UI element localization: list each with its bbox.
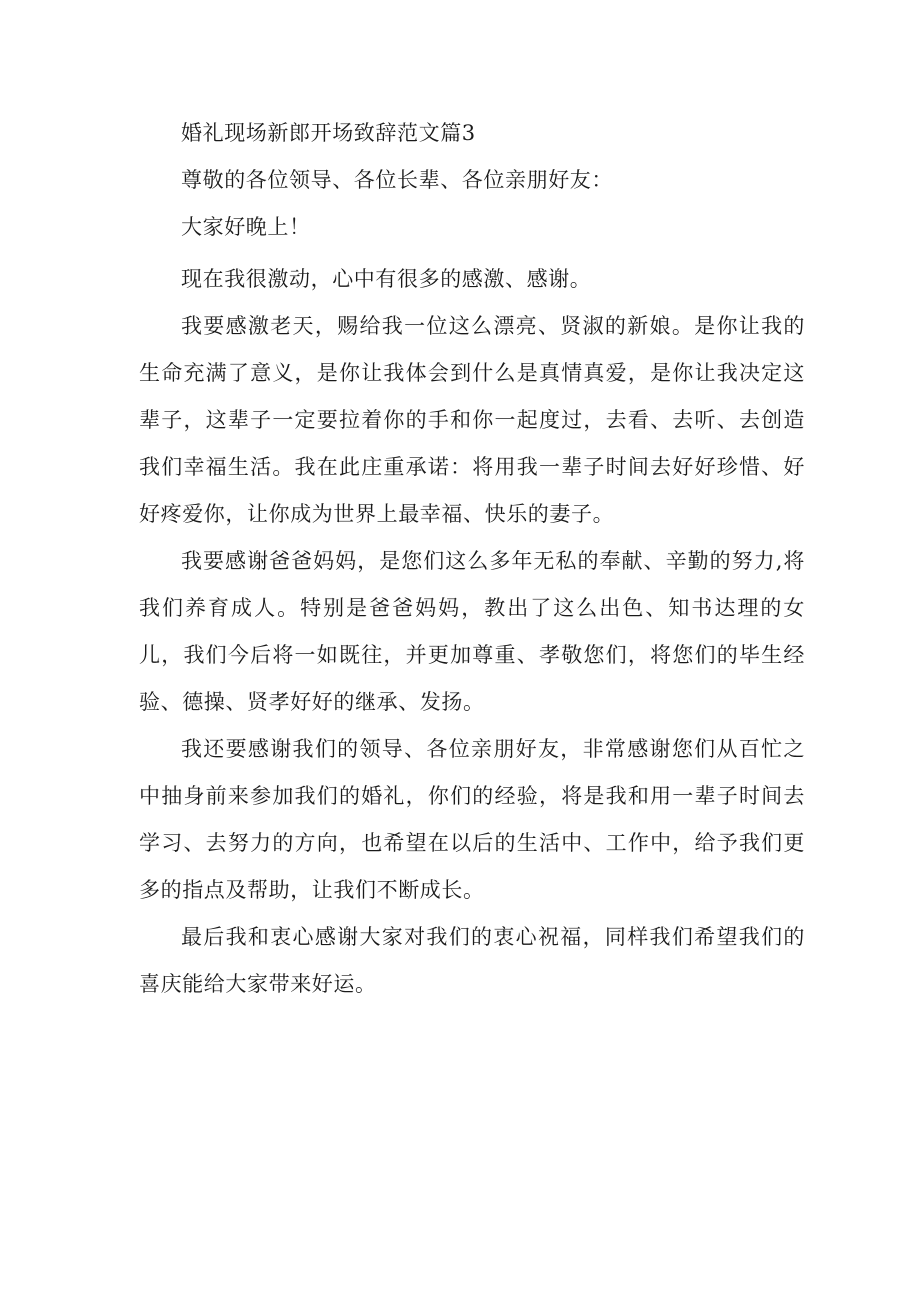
paragraph-3: 我要感谢爸爸妈妈，是您们这么多年无私的奉献、辛勤的努力,将我们养育成人。特别是爸爸妈妈，教出了这么出色、知书达理的女儿，我们今后将一如既往，并更加尊重、孝敬您们，将您们的毕生经验、德操、贤孝好好的继承、发扬。 — [139, 549, 805, 714]
document-title: 婚礼现场新郎开场致辞范文篇3 — [181, 121, 476, 145]
paragraph-4: 我还要感谢我们的领导、各位亲朋好友，非常感谢您们从百忙之中抽身前来参加我们的婚礼，你们的经验，将是我和用一辈子时间去学习、去努力的方向，也希望在以后的生活中、工作中，给予我们更多的指点及帮助，让我们不断成长。 — [139, 737, 805, 902]
greeting: 大家好晚上！ — [181, 215, 311, 239]
paragraph-5: 最后我和衷心感谢大家对我们的衷心祝福，同样我们希望我们的喜庆能给大家带来好运。 — [139, 925, 805, 996]
paragraph-2: 我要感激老天，赐给我一位这么漂亮、贤淑的新娘。是你让我的生命充满了意义，是你让我体会到什么是真情真爱，是你让我决定这辈子，这辈子一定要拉着你的手和你一起度过，去看、去听、去创造我们幸福生活。我在此庄重承诺：将用我一辈子时间去好好珍惜、好好疼爱你，让你成为世界上最幸福、快乐的妻子。 — [139, 314, 805, 526]
salutation: 尊敬的各位领导、各位长辈、各位亲朋好友： — [181, 168, 613, 192]
document-body — [139, 115, 805, 1008]
paragraph-1: 现在我很激动，心中有很多的感激、感谢。 — [181, 267, 592, 291]
